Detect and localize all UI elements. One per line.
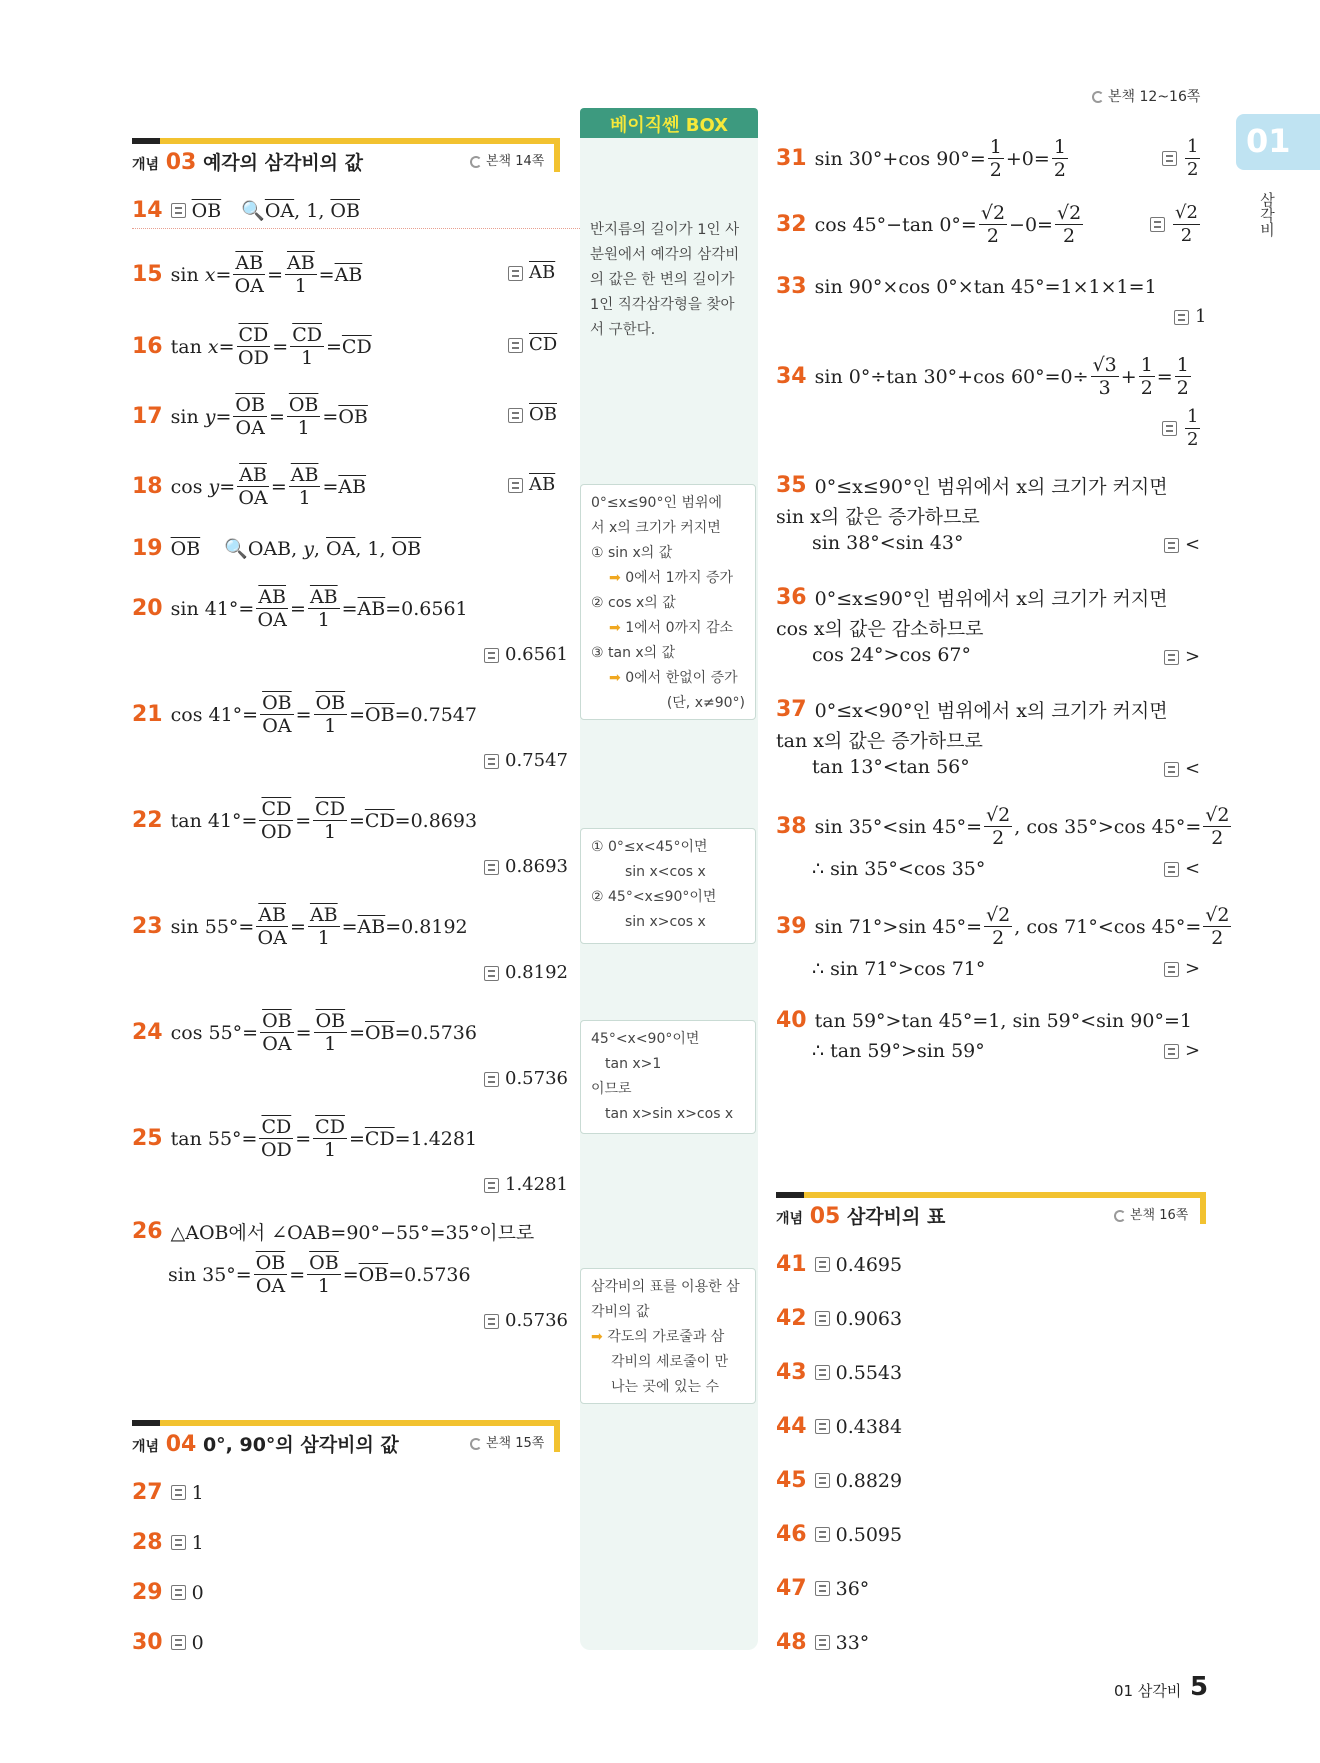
answer-16: $\overline{CD}$ <box>508 334 557 355</box>
item-26-formula: sin 35°= $\frac{\overline{OB}}{OA}$ = $\frac{\overline{OB}}{1}$ = $\overline{OB}$ =0.5736 <box>168 1252 471 1297</box>
answer-icon <box>484 648 499 663</box>
answer-23: 0.8192 <box>484 962 568 983</box>
item-42: 42 0.9063 <box>776 1306 903 1331</box>
answer-39: > <box>1164 958 1200 979</box>
magnifier-icon: 🔍 <box>241 200 265 222</box>
answer-icon <box>815 1635 830 1650</box>
book-ref-icon <box>470 156 482 168</box>
arrow-icon: ➡ <box>609 570 621 586</box>
item-39: 39 sin 71°>sin 45°= $\frac{√2}{2}$ , cos 71°<cos 45°= $\frac{√2}{2}$ <box>776 904 1230 949</box>
item-27: 27 1 <box>132 1480 204 1505</box>
box-title: 베이직쎈 BOX <box>609 115 729 136</box>
item-38: 38 sin 35°<sin 45°= $\frac{√2}{2}$ , cos 35°>cos 45°= $\frac{√2}{2}$ <box>776 804 1230 849</box>
answer-icon <box>1164 538 1179 553</box>
item-29: 29 0 <box>132 1580 204 1605</box>
answer-37: < <box>1164 758 1200 779</box>
item-23: 23 sin 55°= $\frac{\overline{AB}}{OA}$ = $\frac{\overline{AB}}{1}$ = $\overline{AB}$ =0.8192 <box>132 904 468 949</box>
item-20: 20 sin 41°= $\frac{\overline{AB}}{OA}$ = $\frac{\overline{AB}}{1}$ = $\overline{AB}$ =0.6561 <box>132 586 468 631</box>
answer-icon <box>815 1581 830 1596</box>
book-ref-icon <box>1114 1210 1126 1222</box>
answer-icon <box>171 1535 186 1550</box>
answer-35: < <box>1164 534 1200 555</box>
answer-34: $\frac{1}{2}$ <box>1162 406 1202 451</box>
answer-icon <box>484 754 499 769</box>
answer-icon <box>1164 1044 1179 1059</box>
item-26: 26 △AOB에서 ∠OAB=90°−55°=35°이므로 <box>132 1219 535 1244</box>
item-25: 25 tan 55°= $\frac{\overline{CD}}{OD}$ = $\frac{\overline{CD}}{1}$ = $\overline{CD}$ =1.4281 <box>132 1116 478 1161</box>
answer-25: 1.4281 <box>484 1174 568 1195</box>
answer-20: 0.6561 <box>484 644 568 665</box>
answer-22: 0.8693 <box>484 856 568 877</box>
sec05-ref: 본책 16쪽 <box>1114 1204 1188 1223</box>
arrow-icon: ➡ <box>609 670 621 686</box>
answer-36: > <box>1164 646 1200 667</box>
answer-38: < <box>1164 858 1200 879</box>
item-24: 24 cos 55°= $\frac{\overline{OB}}{OA}$ = $\frac{\overline{OB}}{1}$ = $\overline{OB}$ =0.5736 <box>132 1010 477 1055</box>
item-30: 30 0 <box>132 1630 204 1655</box>
chapter-label: 삼각비 <box>1258 192 1276 237</box>
answer-icon <box>484 1072 499 1087</box>
item-19: 19 $\overline{OB}$ 🔍 OAB, y, $\overline{OA}$, 1, $\overline{OB}$ <box>132 536 422 561</box>
sec03-bar-dark <box>132 138 160 144</box>
answer-icon <box>1150 217 1165 232</box>
item-43: 43 0.5543 <box>776 1360 903 1385</box>
item-28: 28 1 <box>132 1530 204 1555</box>
answer-icon <box>815 1365 830 1380</box>
answer-icon <box>508 266 523 281</box>
item-40: 40 tan 59°>tan 45°=1, sin 59°<sin 90°=1 <box>776 1008 1192 1033</box>
answer-icon <box>1162 151 1177 166</box>
item-32: 32 cos 45°−tan 0°= $\frac{√2}{2}$ −0= $\frac{√2}{2}$ <box>776 202 1082 247</box>
sidebar-note-1: 반지름의 길이가 1인 사분원에서 예각의 삼각비의 값은 한 변의 길이가 1인 직각삼각형을 찾아서 구한다. <box>590 222 740 338</box>
sidebar-box-3: ① 0°≤x<45°이면 sin x<cos x ② 45°<x≤90°이면 sin x>cos x <box>580 828 756 944</box>
item-41: 41 0.4695 <box>776 1252 903 1277</box>
item-36: 36 0°≤x≤90°인 범위에서 x의 크기가 커지면 <box>776 585 1168 610</box>
answer-icon <box>1174 310 1189 325</box>
answer-40: > <box>1164 1040 1200 1061</box>
answer-icon <box>1164 862 1179 877</box>
chapter-tab[interactable] <box>1236 114 1320 170</box>
item-48: 48 33° <box>776 1630 870 1655</box>
answer-icon <box>1164 962 1179 977</box>
book-ref-icon <box>470 1438 482 1450</box>
arrow-icon: ➡ <box>591 1329 603 1345</box>
answer-icon <box>171 1485 186 1500</box>
answer-17: $\overline{OB}$ <box>508 404 557 425</box>
answer-33: 1 <box>1174 306 1206 327</box>
answer-26: 0.5736 <box>484 1310 568 1331</box>
item-37: 37 0°≤x<90°인 범위에서 x의 크기가 커지면 <box>776 697 1168 722</box>
item-18: 18 cos y= $\frac{\overline{AB}}{OA}$ = $\frac{\overline{AB}}{1}$ = $\overline{AB}$ <box>132 464 367 509</box>
answer-24: 0.5736 <box>484 1068 568 1089</box>
item-45: 45 0.8829 <box>776 1468 903 1493</box>
answer-31: $\frac{1}{2}$ <box>1162 136 1202 181</box>
answer-icon <box>508 408 523 423</box>
sec03-title-row: 개념 03 예각의 삼각비의 값 <box>132 150 363 175</box>
answer-icon <box>815 1419 830 1434</box>
sec05-bar <box>776 1192 1206 1198</box>
item-17: 17 sin y= $\frac{\overline{OB}}{OA}$ = $\frac{\overline{OB}}{1}$ = $\overline{OB}$ <box>132 394 368 439</box>
answer-icon <box>484 966 499 981</box>
answer-icon <box>171 1635 186 1650</box>
item-14: 14 $\overline{OB}$ 🔍 $\overline{OA}$, 1, $\overline{OB}$ <box>132 198 360 223</box>
answer-icon <box>815 1311 830 1326</box>
item-31: 31 sin 30°+cos 90°= $\frac{1}{2}$ +0= $\frac{1}{2}$ <box>776 136 1066 181</box>
answer-21: 0.7547 <box>484 750 568 771</box>
answer-icon <box>508 338 523 353</box>
item-47: 47 36° <box>776 1576 870 1601</box>
item-22: 22 tan 41°= $\frac{\overline{CD}}{OD}$ = $\frac{\overline{CD}}{1}$ = $\overline{CD}$ =0.8693 <box>132 798 478 843</box>
item-16: 16 tan x= $\frac{\overline{CD}}{OD}$ = $\frac{\overline{CD}}{1}$ = $\overline{CD}$ <box>132 324 372 369</box>
answer-icon <box>484 860 499 875</box>
sidebar-box-4: 45°<x<90°이면 tan x>1 이므로 tan x>sin x>cos x <box>580 1020 756 1134</box>
sec03-bar <box>132 138 560 144</box>
arrow-icon: ➡ <box>609 620 621 636</box>
sec05-title-row: 개념 05 삼각비의 표 <box>776 1204 946 1229</box>
footer-label: 01 삼각비 <box>1114 1682 1182 1700</box>
answer-icon <box>815 1527 830 1542</box>
sidebar-box-5: 삼각비의 표를 이용한 삼 각비의 값 ➡ 각도의 가로줄과 삼 각비의 세로줄이 만 나는 곳에 있는 수 <box>580 1268 756 1404</box>
answer-icon <box>484 1178 499 1193</box>
answer-18: $\overline{AB}$ <box>508 474 555 495</box>
page-ref: 본책 12~16쪽 <box>1092 86 1200 106</box>
answer-icon <box>508 478 523 493</box>
answer-icon <box>815 1473 830 1488</box>
sidebar-box-2: 0°≤x≤90°인 범위에 서 x의 크기가 커지면 ① sin x의 값 ➡ 0에서 1까지 증가 ② cos x의 값 ➡ 1에서 0까지 감소 ③ tan x의 값 ➡ 0에서 한없이 증가 (단, x≠90°) <box>580 484 756 720</box>
item-33: 33 sin 90°×cos 0°×tan 45°=1×1×1=1 <box>776 274 1157 299</box>
answer-icon <box>1164 650 1179 665</box>
item-21: 21 cos 41°= $\frac{\overline{OB}}{OA}$ = $\frac{\overline{OB}}{1}$ = $\overline{OB}$ =0.7547 <box>132 692 477 737</box>
sec03-ref: 본책 14쪽 <box>470 150 544 169</box>
answer-icon <box>1164 762 1179 777</box>
answer-icon <box>484 1314 499 1329</box>
chapter-number: 01 <box>1246 122 1291 160</box>
page-number: 5 <box>1190 1672 1209 1702</box>
sec04-ref: 본책 15쪽 <box>470 1432 544 1451</box>
item-35: 35 0°≤x≤90°인 범위에서 x의 크기가 커지면 <box>776 473 1168 498</box>
book-ref-icon <box>1092 91 1104 103</box>
answer-icon <box>815 1257 830 1272</box>
magnifier-icon: 🔍 <box>224 538 248 560</box>
answer-icon <box>1162 421 1177 436</box>
answer-15: $\overline{AB}$ <box>508 262 555 283</box>
answer-icon <box>171 203 186 218</box>
sec04-bar <box>132 1420 560 1426</box>
item-46: 46 0.5095 <box>776 1522 903 1547</box>
item-34: 34 sin 0°÷tan 30°+cos 60°=0÷ $\frac{√3}{3}$ + $\frac{1}{2}$ = $\frac{1}{2}$ <box>776 354 1189 399</box>
item-15: 15 sin x= $\frac{\overline{AB}}{OA}$ = $\frac{\overline{AB}}{1}$ = $\overline{AB}$ <box>132 252 363 297</box>
answer-icon <box>171 1585 186 1600</box>
sec04-title-row: 개념 04 0°, 90°의 삼각비의 값 <box>132 1432 399 1457</box>
item-44: 44 0.4384 <box>776 1414 903 1439</box>
answer-32: $\frac{√2}{2}$ <box>1150 202 1202 247</box>
